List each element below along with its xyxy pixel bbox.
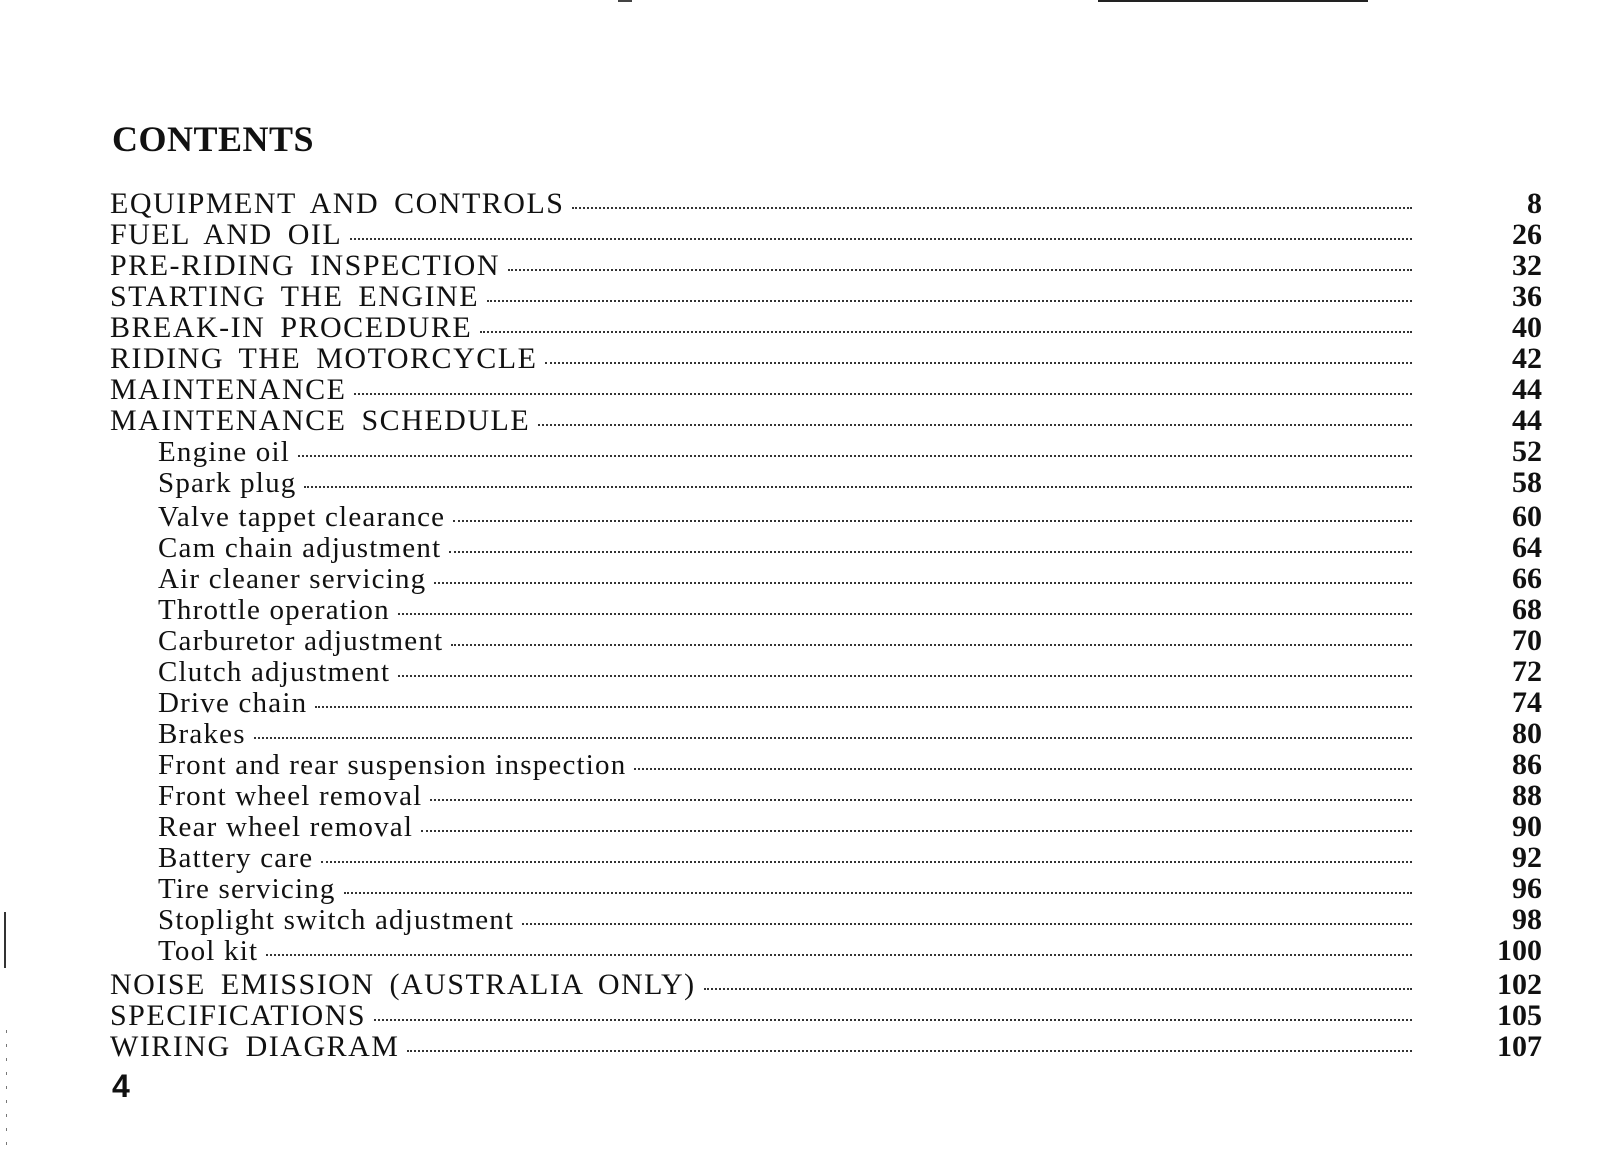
toc-entry: [110, 250, 1550, 281]
toc-entry: [110, 811, 1550, 842]
toc-entry-page: 36: [1512, 280, 1542, 313]
toc-entry-title: Battery care: [158, 842, 314, 874]
toc-entry-title: EQUIPMENT AND CONTROLS: [110, 187, 565, 220]
toc-entry-page: 32: [1512, 249, 1542, 282]
dot-leader: [398, 613, 1412, 615]
toc-entry-title: Tire servicing: [158, 873, 336, 905]
toc-entry: [110, 467, 1550, 498]
dot-leader: [480, 331, 1412, 333]
toc-entry: [110, 281, 1550, 312]
toc-entry-title: MAINTENANCE: [110, 373, 347, 406]
toc-entry-page: 105: [1497, 999, 1542, 1032]
dot-leader: [508, 269, 1412, 271]
page-title: CONTENTS: [112, 119, 315, 159]
toc-entry-page: 64: [1512, 531, 1542, 564]
toc-entry-page: 102: [1497, 968, 1542, 1001]
toc-entry-title: Valve tappet clearance: [158, 501, 446, 533]
toc-entry: [110, 188, 1550, 219]
scan-margin-line: [4, 912, 6, 968]
toc-entry-page: 66: [1512, 562, 1542, 595]
dot-leader: [254, 737, 1412, 739]
dot-leader: [704, 988, 1412, 990]
toc-entry-page: 96: [1512, 872, 1542, 905]
toc-entry: [110, 343, 1550, 374]
dot-leader: [487, 300, 1412, 302]
toc-entry-page: 70: [1512, 624, 1542, 657]
dot-leader: [398, 675, 1412, 677]
dot-leader: [634, 768, 1412, 770]
dot-leader: [430, 799, 1412, 801]
toc-entry-title: Stoplight switch adjustment: [158, 904, 515, 936]
dot-leader: [321, 861, 1412, 863]
toc-entry-title: PRE-RIDING INSPECTION: [110, 249, 500, 282]
dot-leader: [538, 424, 1412, 426]
toc-entry: [110, 687, 1550, 718]
toc-entry: [110, 312, 1550, 343]
toc-entry-title: RIDING THE MOTORCYCLE: [110, 342, 538, 375]
toc-entry-title: Drive chain: [158, 687, 308, 719]
table-of-contents: [110, 188, 1550, 1062]
toc-entry-page: 80: [1512, 717, 1542, 750]
toc-entry-title: WIRING DIAGRAM: [110, 1030, 400, 1063]
toc-entry: [110, 718, 1550, 749]
toc-entry: [110, 436, 1550, 467]
toc-entry: [110, 594, 1550, 625]
toc-entry-title: Carburetor adjustment: [158, 625, 444, 657]
dot-leader: [421, 830, 1412, 832]
dot-leader: [451, 644, 1412, 646]
dot-leader: [266, 954, 1412, 956]
toc-entry-title: Brakes: [158, 718, 246, 750]
scan-margin-dots: [6, 1030, 7, 1150]
dot-leader: [522, 923, 1412, 925]
dot-leader: [354, 393, 1412, 395]
toc-entry: [110, 501, 1550, 532]
toc-entry-title: SPECIFICATIONS: [110, 999, 367, 1032]
toc-entry-title: Engine oil: [158, 436, 291, 468]
toc-entry: [110, 969, 1550, 1000]
toc-entry-page: 74: [1512, 686, 1542, 719]
dot-leader: [350, 238, 1412, 240]
toc-entry: [110, 842, 1550, 873]
toc-entry: [110, 1031, 1550, 1062]
toc-entry-page: 98: [1512, 903, 1542, 936]
toc-entry-page: 8: [1527, 187, 1542, 220]
toc-entry: [110, 374, 1550, 405]
toc-entry: [110, 405, 1550, 436]
toc-entry: [110, 219, 1550, 250]
toc-entry-title: STARTING THE ENGINE: [110, 280, 480, 313]
toc-entry-title: MAINTENANCE SCHEDULE: [110, 404, 531, 437]
toc-entry-page: 52: [1512, 435, 1542, 468]
toc-entry-page: 107: [1497, 1030, 1542, 1063]
toc-entry: [110, 625, 1550, 656]
toc-entry-title: Cam chain adjustment: [158, 532, 442, 564]
dot-leader: [298, 455, 1412, 457]
dot-leader: [453, 520, 1412, 522]
toc-entry-title: Throttle operation: [158, 594, 390, 626]
toc-entry-page: 100: [1497, 934, 1542, 967]
dot-leader: [374, 1019, 1412, 1021]
header-rule: [1098, 0, 1368, 2]
toc-entry-title: Spark plug: [158, 467, 297, 499]
toc-entry-title: Clutch adjustment: [158, 656, 391, 688]
toc-entry: [110, 873, 1550, 904]
toc-entry-page: 44: [1512, 404, 1542, 437]
toc-entry-title: Air cleaner servicing: [158, 563, 427, 595]
toc-entry-title: NOISE EMISSION (AUSTRALIA ONLY): [110, 968, 696, 1001]
toc-entry-title: BREAK-IN PROCEDURE: [110, 311, 473, 344]
dot-leader: [344, 892, 1412, 894]
dot-leader: [304, 486, 1412, 488]
toc-entry-page: 40: [1512, 311, 1542, 344]
toc-entry-title: Rear wheel removal: [158, 811, 414, 843]
dot-leader: [407, 1050, 1412, 1052]
toc-entry: [110, 935, 1550, 966]
toc-entry: [110, 1000, 1550, 1031]
toc-entry-title: FUEL AND OIL: [110, 218, 343, 251]
toc-entry-page: 90: [1512, 810, 1542, 843]
toc-entry: [110, 563, 1550, 594]
dot-leader: [315, 706, 1412, 708]
dot-leader: [572, 207, 1412, 209]
toc-entry: [110, 780, 1550, 811]
toc-entry: [110, 656, 1550, 687]
toc-entry-page: 42: [1512, 342, 1542, 375]
toc-entry-page: 88: [1512, 779, 1542, 812]
page-number: 4: [112, 1068, 130, 1104]
dot-leader: [545, 362, 1412, 364]
toc-entry-title: Front wheel removal: [158, 780, 423, 812]
toc-entry-page: 86: [1512, 748, 1542, 781]
toc-entry-page: 58: [1512, 466, 1542, 499]
toc-entry-page: 44: [1512, 373, 1542, 406]
toc-entry-page: 60: [1512, 500, 1542, 533]
scan-mark: [618, 0, 632, 2]
toc-entry-title: Tool kit: [158, 935, 259, 967]
toc-entry-page: 92: [1512, 841, 1542, 874]
toc-entry: [110, 904, 1550, 935]
toc-entry-page: 68: [1512, 593, 1542, 626]
toc-entry-page: 26: [1512, 218, 1542, 251]
dot-leader: [434, 582, 1412, 584]
toc-entry-page: 72: [1512, 655, 1542, 688]
dot-leader: [449, 551, 1412, 553]
toc-entry: [110, 532, 1550, 563]
toc-entry: [110, 749, 1550, 780]
toc-entry-title: Front and rear suspension inspection: [158, 749, 627, 781]
